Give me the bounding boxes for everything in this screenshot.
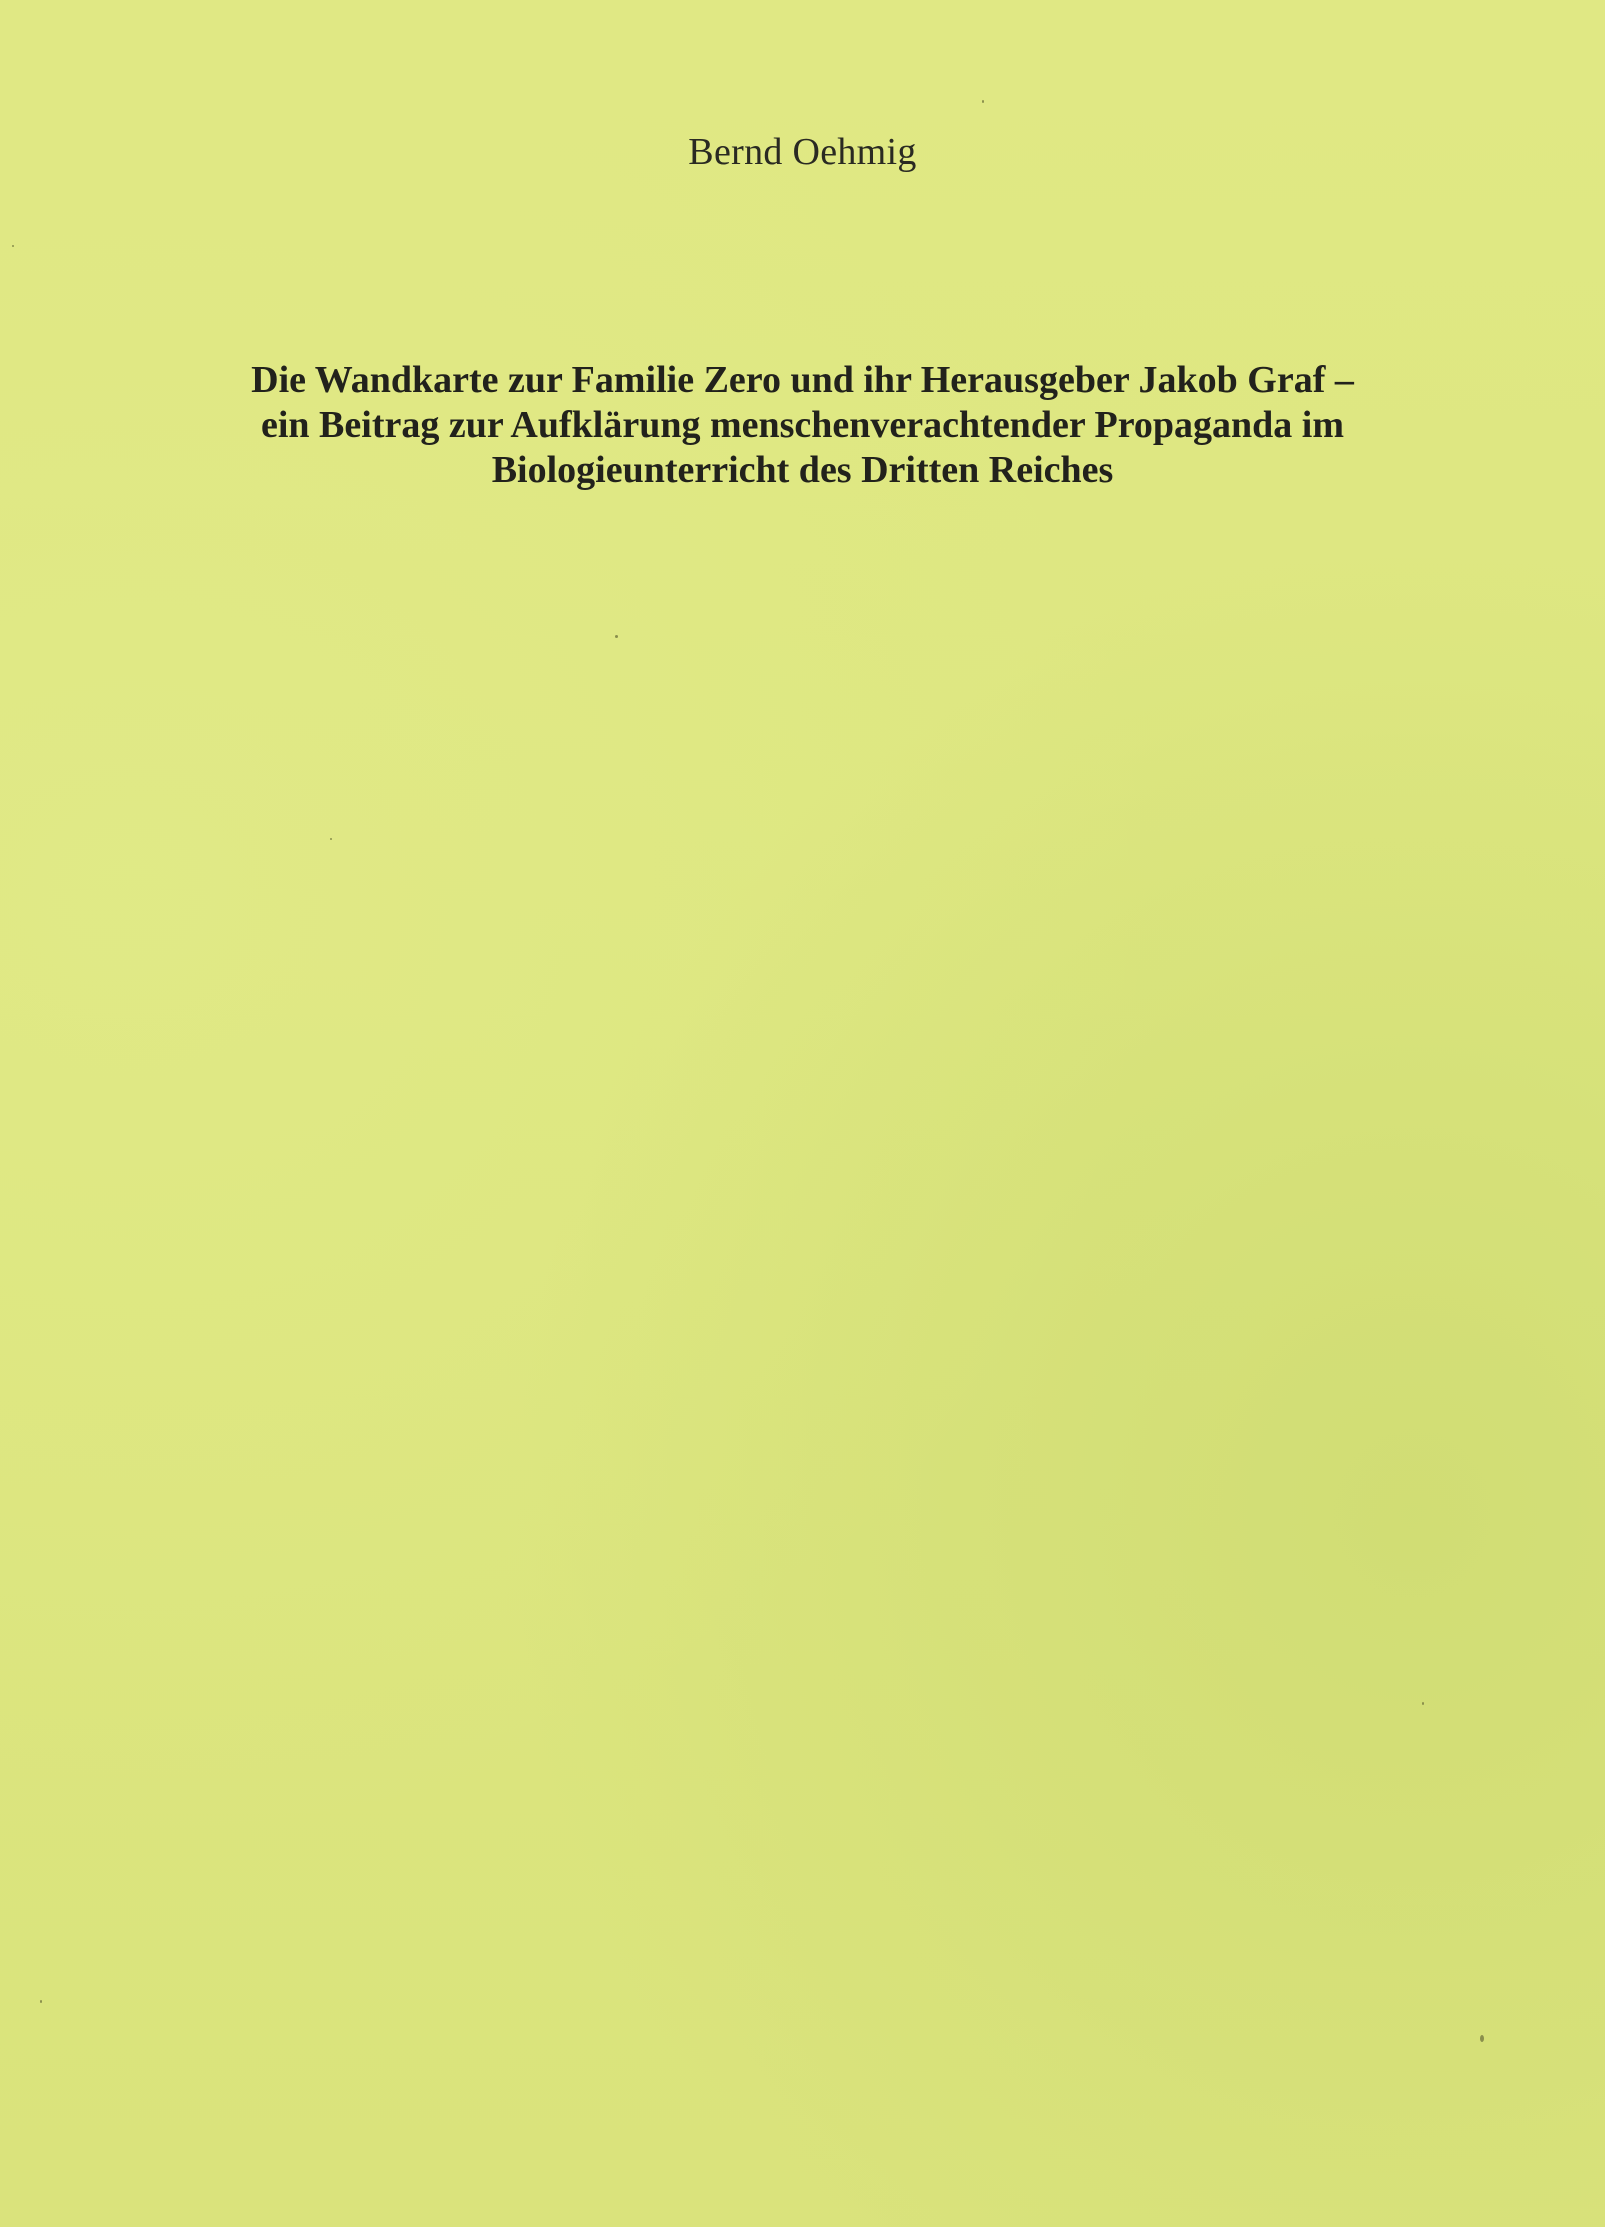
title-line-3: Biologieunterricht des Dritten Reiches <box>491 449 1114 491</box>
paper-speck <box>1422 1702 1424 1705</box>
title-line-1: Die Wandkarte zur Familie Zero und ihr Herausgeber Jakob Graf – <box>251 359 1354 401</box>
author-name: Bernd Oehmig <box>688 131 917 173</box>
paper-speck <box>615 635 618 638</box>
book-title <box>160 358 1445 493</box>
paper-speck <box>1480 2035 1484 2042</box>
paper-speck <box>12 245 14 247</box>
title-line-2: ein Beitrag zur Aufklärung menschenverachtender Propaganda im <box>261 404 1344 446</box>
paper-speck <box>982 100 984 103</box>
paper-speck <box>330 838 332 840</box>
paper-speck <box>40 2000 42 2003</box>
